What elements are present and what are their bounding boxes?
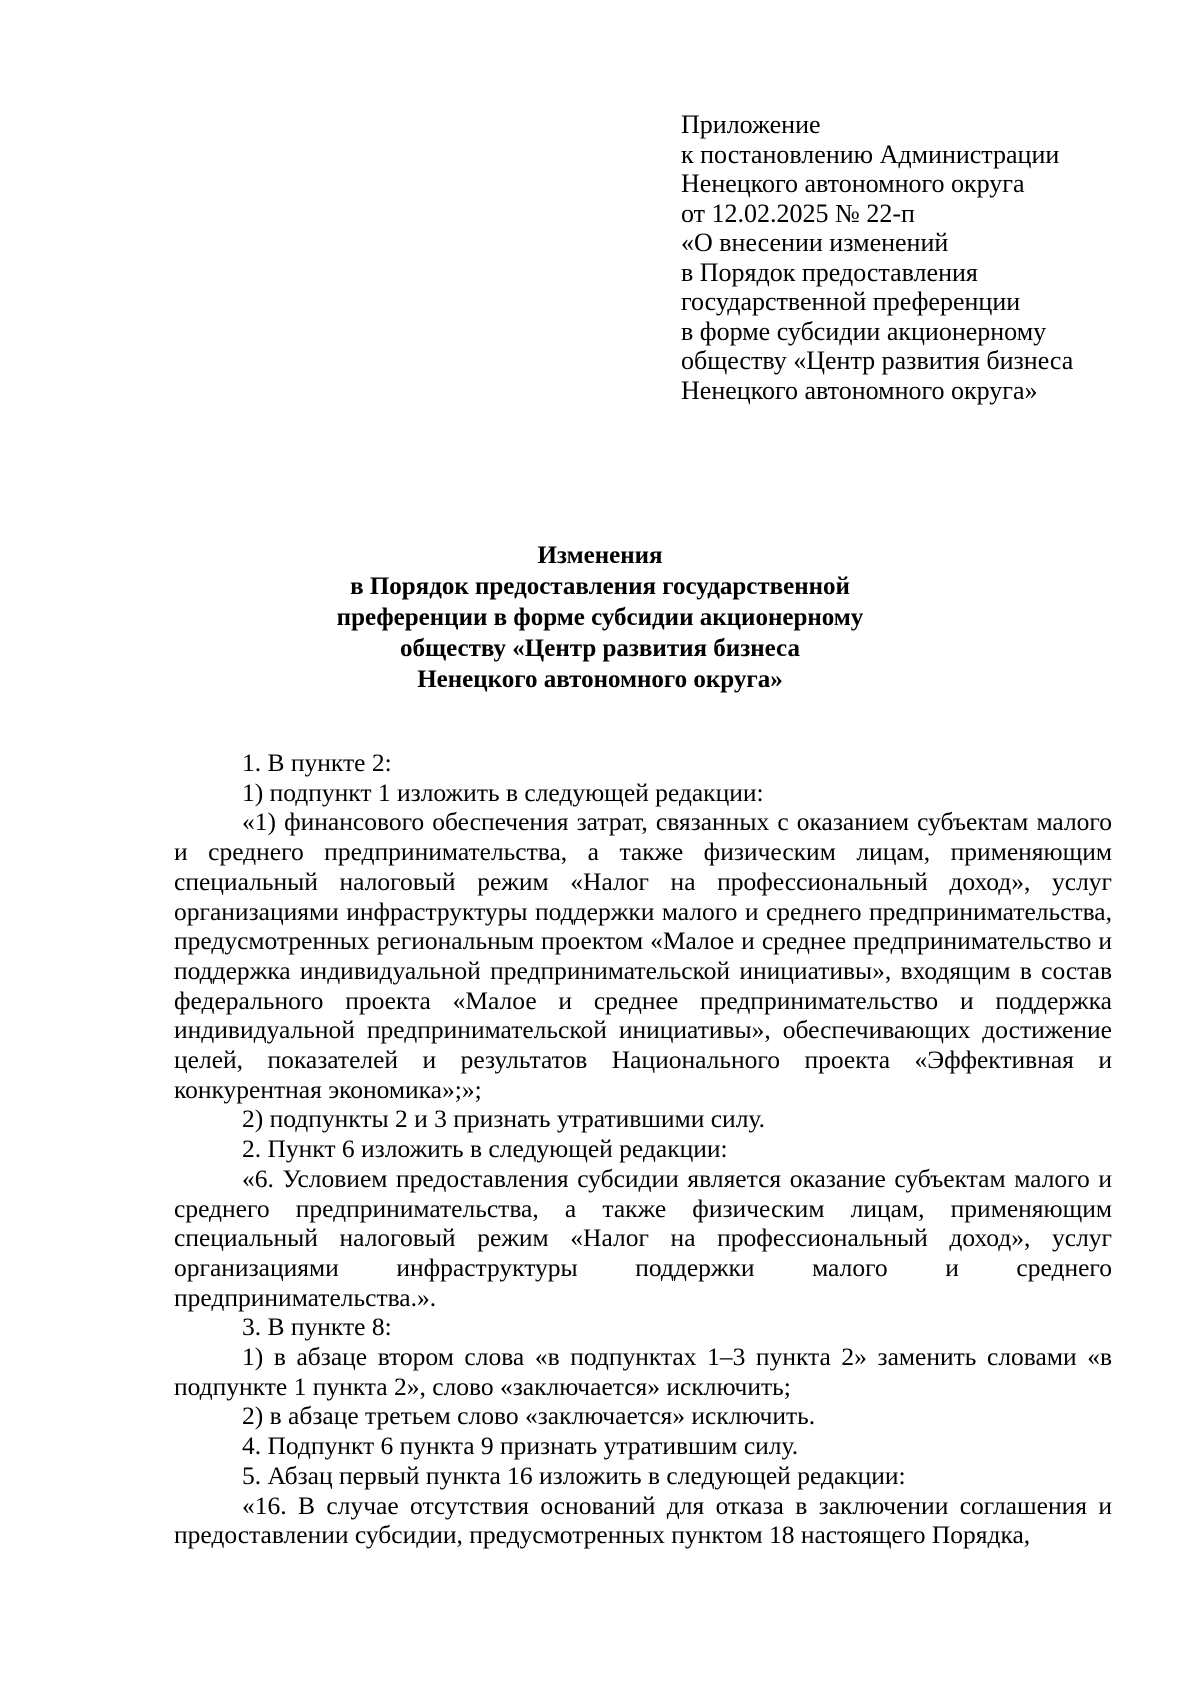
- title-line: Ненецкого автономного округа»: [417, 666, 783, 693]
- paragraph: 1. В пункте 2:: [242, 748, 392, 777]
- title-line: преференции в форме субсидии акционерному: [336, 604, 864, 631]
- paragraph: 2) подпункты 2 и 3 признать утратившими силу.: [242, 1104, 765, 1134]
- document-title: [0, 540, 1200, 695]
- appendix-header: [681, 110, 1161, 405]
- paragraph: «1) финансового обеспечения затрат, связанных с оказанием субъектам малого и среднего предпринимательства, а также физическим лицам, применяющим специальный налоговый режим «Налог на профессиональный доход», услуг организациями инфраструктуры поддержки малого и среднего предпринимательства, предусмотренных региональным проектом «Малое и среднее предпринимательство и поддержка индивидуальной предпринимательской инициативы», входящим в состав федерального проекта «Малое и среднее предпринимательство и поддержка индивидуальной предпринимательской инициативы», обеспечивающих достижение целей, показателей и результатов Национального проекта «Эффективная и конкурентная экономика»;»;: [174, 807, 1112, 1104]
- paragraph: «16. В случае отсутствия оснований для отказа в заключении соглашения и предоставлении субсидии, предусмотренных пунктом 18 настоящего Порядка,: [174, 1490, 1112, 1550]
- paragraph: 1) в абзаце втором слова «в подпунктах 1–3 пункта 2» заменить словами «в подпункте 1 пункта 2», слово «заключается» исключить;: [174, 1342, 1112, 1401]
- document-body: [174, 748, 1112, 1550]
- paragraph: 5. Абзац первый пункта 16 изложить в следующей редакции:: [242, 1460, 906, 1490]
- title-line: обществу «Центр развития бизнеса: [400, 635, 800, 662]
- title-line: Изменения: [537, 542, 663, 569]
- appendix-line: обществу «Центр развития бизнеса: [681, 346, 1074, 375]
- appendix-line: Приложение: [681, 110, 821, 139]
- appendix-line: Ненецкого автономного округа»: [681, 375, 1038, 405]
- appendix-line: Ненецкого автономного округа: [681, 169, 1025, 198]
- paragraph: «6. Условием предоставления субсидии является оказание субъектам малого и среднего предпринимательства, а также физическим лицам, применяющим специальный налоговый режим «Налог на профессиональный доход», услуг организациями инфраструктуры поддержки малого и среднего предпринимательства.».: [174, 1163, 1112, 1312]
- appendix-line: к постановлению Администрации: [681, 139, 1060, 169]
- paragraph: 4. Подпункт 6 пункта 9 признать утратившим силу.: [242, 1431, 799, 1461]
- appendix-line: от 12.02.2025 № 22-п: [681, 198, 915, 228]
- paragraph: 2. Пункт 6 изложить в следующей редакции:: [242, 1134, 728, 1164]
- paragraph: 2) в абзаце третьем слово «заключается» исключить.: [242, 1401, 816, 1431]
- title-line: в Порядок предоставления государственной: [350, 573, 850, 600]
- appendix-line: государственной преференции: [681, 287, 1021, 316]
- appendix-line: «О внесении изменений: [681, 228, 949, 257]
- appendix-line: в форме субсидии акционерному: [681, 316, 1047, 346]
- appendix-line: в Порядок предоставления: [681, 257, 978, 287]
- paragraph: 1) подпункт 1 изложить в следующей редакции:: [242, 777, 764, 807]
- paragraph: 3. В пункте 8:: [242, 1312, 392, 1342]
